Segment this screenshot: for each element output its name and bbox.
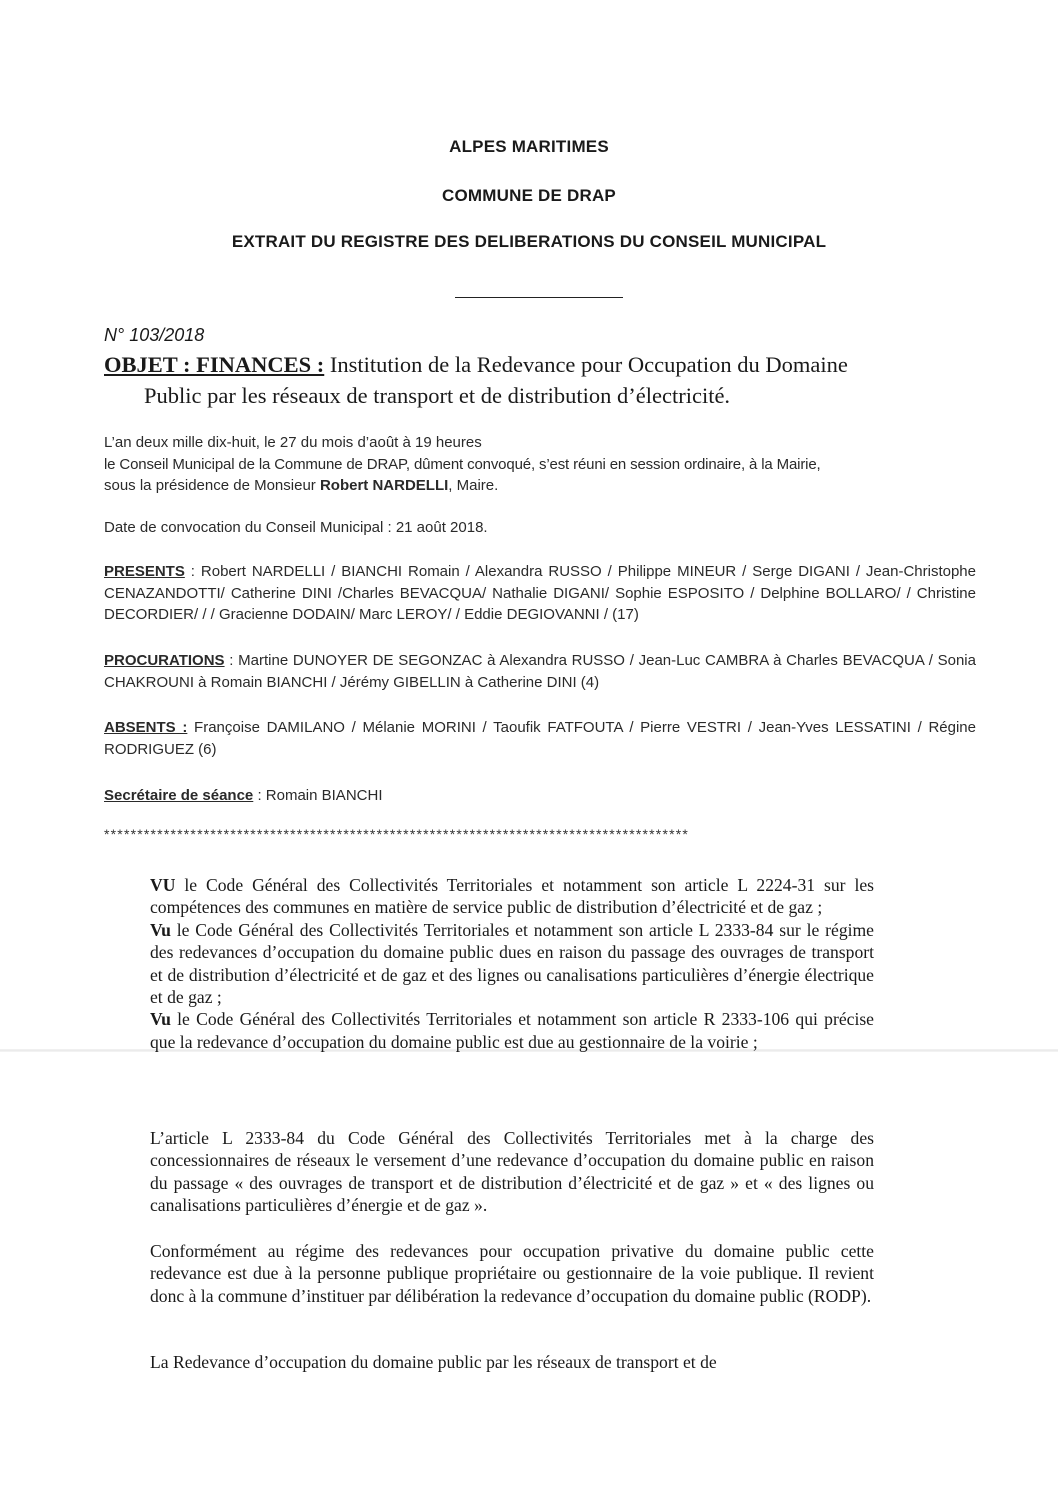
procurations-label: PROCURATIONS (104, 652, 225, 669)
separator-stars: **************************************************************************************** (104, 826, 690, 842)
presents-list: : Robert NARDELLI / BIANCHI Romain / Alexandra RUSSO / Philippe MINEUR / Serge DIGANI / Jean-Christophe CENAZANDOTTI/ Catherine DINI /Charles BEVACQUA/ Nathalie DIGANI/ Sophie ESPOSITO / Delphine BOLLARO/ / Christine DECORDIER/ / / Gracienne DODAIN/ Marc LEROY/ / Eddie DEGIOVANNI / (17) (104, 563, 976, 623)
presents-label: PRESENTS (104, 563, 185, 580)
convocation-date: Date de convocation du Conseil Municipal : 21 août 2018. (104, 519, 488, 536)
secretaire-name: : Romain BIANCHI (253, 787, 383, 804)
absents-list: Françoise DAMILANO / Mélanie MORINI / Taoufik FATFOUTA / Pierre VESTRI / Jean-Yves LESSATINI / Régine RODRIGUEZ (6) (104, 719, 976, 758)
session-line3-suffix: , Maire. (448, 477, 499, 494)
objet-label: OBJET : FINANCES : (104, 352, 325, 377)
session-line3-prefix: sous la présidence de Monsieur (104, 477, 320, 494)
president-name: Robert NARDELLI (319, 477, 449, 494)
considerants (150, 874, 874, 1053)
body-paragraph-redevance: La Redevance d’occupation du domaine public par les réseaux de transport et de (150, 1352, 717, 1372)
procurations-block (104, 650, 976, 693)
objet-line1: Institution de la Redevance pour Occupation du Domaine (329, 352, 848, 377)
body-paragraph-article: L’article L 2333-84 du Code Général des Collectivités Territoriales met à la charge des concessionnaires de réseaux le versement d’une redevance d’occupation du domaine public en raison du passage « des ouvrages de transport et de distribution d’électricité et de gaz » et « des lignes ou canalisations particulières d’énergie et de gaz ». (150, 1128, 874, 1216)
header-divider (455, 297, 623, 298)
commune-heading: COMMUNE DE DRAP (442, 186, 616, 205)
department-heading: ALPES MARITIMES (449, 137, 609, 156)
vu-lead-3: Vu (150, 1009, 171, 1030)
secretaire-block (104, 785, 976, 807)
objet-line2: Public par les réseaux de transport et de distribution d’électricité. (144, 383, 731, 408)
vu-text-2: le Code Général des Collectivités Territoriales et notamment son article L 2333-84 sur le régime des redevances d’occupation du domaine public dues en raison du passage des ouvrages de transport et de distribution d’électricité et de gaz et des lignes ou canalisations particulières d’énergie électrique et de gaz ; (150, 919, 874, 1008)
vu-text-1: le Code Général des Collectivités Territoriales et notamment son article L 2224-31 sur les compétences des communes en matière de service public de distribution d’électricité et de gaz ; (150, 875, 874, 918)
session-line3 (104, 475, 1004, 497)
vu-paragraph-2 (150, 919, 874, 1009)
absents-block (104, 717, 976, 760)
session-line1: L’an deux mille dix-huit, le 27 du mois d’août à 19 heures (104, 434, 482, 451)
vu-text-3: le Code Général des Collectivités Territoriales et notamment son article R 2333-106 qui précise que la redevance d’occupation du domaine public est due au gestionnaire de la voirie ; (150, 1009, 874, 1052)
objet-heading (104, 349, 984, 411)
session-line2: le Conseil Municipal de la Commune de DRAP, dûment convoqué, s’est réuni en session ordinaire, à la Mairie, (104, 455, 821, 473)
secretaire-label: Secrétaire de séance (104, 787, 254, 804)
vu-paragraph-3 (150, 1008, 874, 1053)
body-paragraph-regime: Conformément au régime des redevances pour occupation privative du domaine public cette redevance est due à la personne publique propriétaire ou gestionnaire de la voie publique. Il revient donc à la commune d’instituer par délibération la redevance d’occupation du domaine public (RODP). (150, 1241, 874, 1306)
procurations-list: : Martine DUNOYER DE SEGONZAC à Alexandra RUSSO / Jean-Luc CAMBRA à Charles BEVACQUA / Sonia CHAKROUNI à Romain BIANCHI / Jérémy GIBELLIN à Catherine DINI (4) (104, 652, 976, 691)
vu-lead-1: VU (150, 875, 176, 895)
absents-label: ABSENTS : (104, 719, 188, 736)
vu-lead-2: Vu (150, 919, 171, 940)
register-heading: EXTRAIT DU REGISTRE DES DELIBERATIONS DU CONSEIL MUNICIPAL (231, 232, 827, 251)
presents-block (104, 561, 976, 626)
vu-paragraph-1 (150, 874, 874, 919)
session-info (104, 432, 1004, 497)
deliberation-number: N° 103/2018 (104, 325, 205, 345)
